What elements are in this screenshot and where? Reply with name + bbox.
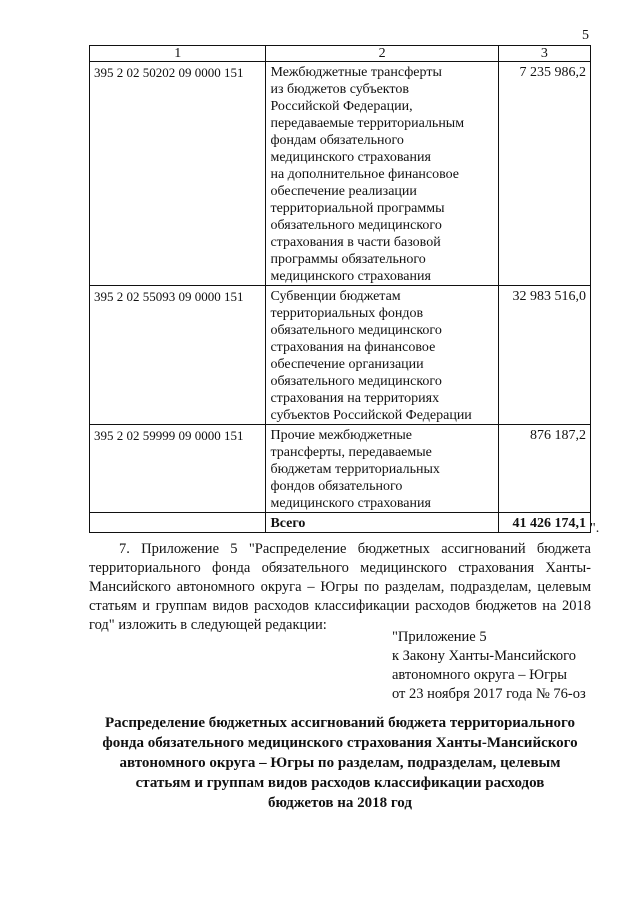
row-name: Субвенции бюджетам территориальных фондов обязательного медицинского страхования на финансовое обеспечение организации обязательного медицинского страхования на территориях субъектов Российской Федерации — [266, 286, 498, 425]
page-number: 5 — [582, 28, 589, 43]
row-amount: 7 235 986,2 — [498, 62, 590, 286]
row-name: Межбюджетные трансферты из бюджетов субъектов Российской Федерации, передаваемые территориальным фондам обязательного медицинского страхования на дополнительное финансовое обеспечение реализации территориальной программы обязательного медицинского страхования в части базовой программы обязательного медицинского страхования — [266, 62, 498, 286]
table-total-row — [90, 513, 591, 533]
column-header: 2 — [266, 46, 498, 62]
row-code: 395 2 02 50202 09 0000 151 — [90, 62, 266, 286]
column-header: 1 — [90, 46, 266, 62]
appendix-reference: "Приложение 5 к Закону Ханты-Мансийского автономного округа – Югры от 23 ноября 2017 года № 76-оз — [392, 629, 586, 702]
row-amount: 32 983 516,0 — [498, 286, 590, 425]
column-header: 3 — [498, 46, 590, 62]
row-code: 395 2 02 59999 09 0000 151 — [90, 425, 266, 513]
table-row — [90, 62, 591, 286]
total-empty-cell — [90, 513, 266, 533]
amendment-paragraph: 7. Приложение 5 "Распределение бюджетных ассигнований бюджета территориального фонда обязательного медицинского страхования Ханты-Мансийского автономного округа – Югры по разделам, подразделам, целевым статьям и группам видов расходов классификации расходов бюджетов на 2018 год" изложить в следующей редакции: — [89, 541, 591, 633]
table-header-row — [90, 46, 591, 62]
total-amount: 41 426 174,1 — [498, 513, 590, 533]
document-title: Распределение бюджетных ассигнований бюджета территориального фонда обязательного медицинского страхования Ханты-Мансийского автономного округа – Югры по разделам, подразделам, целевым статьям и группам видов расходов классификации расходов бюджетов на 2018 год — [102, 715, 578, 811]
row-amount: 876 187,2 — [498, 425, 590, 513]
closing-quote: ". — [590, 521, 600, 536]
row-code: 395 2 02 55093 09 0000 151 — [90, 286, 266, 425]
total-label: Всего — [266, 513, 498, 533]
table-row — [90, 286, 591, 425]
table-row — [90, 425, 591, 513]
row-name: Прочие межбюджетные трансферты, передаваемые бюджетам территориальных фондов обязательного медицинского страхования — [266, 425, 498, 513]
budget-table — [89, 45, 591, 533]
